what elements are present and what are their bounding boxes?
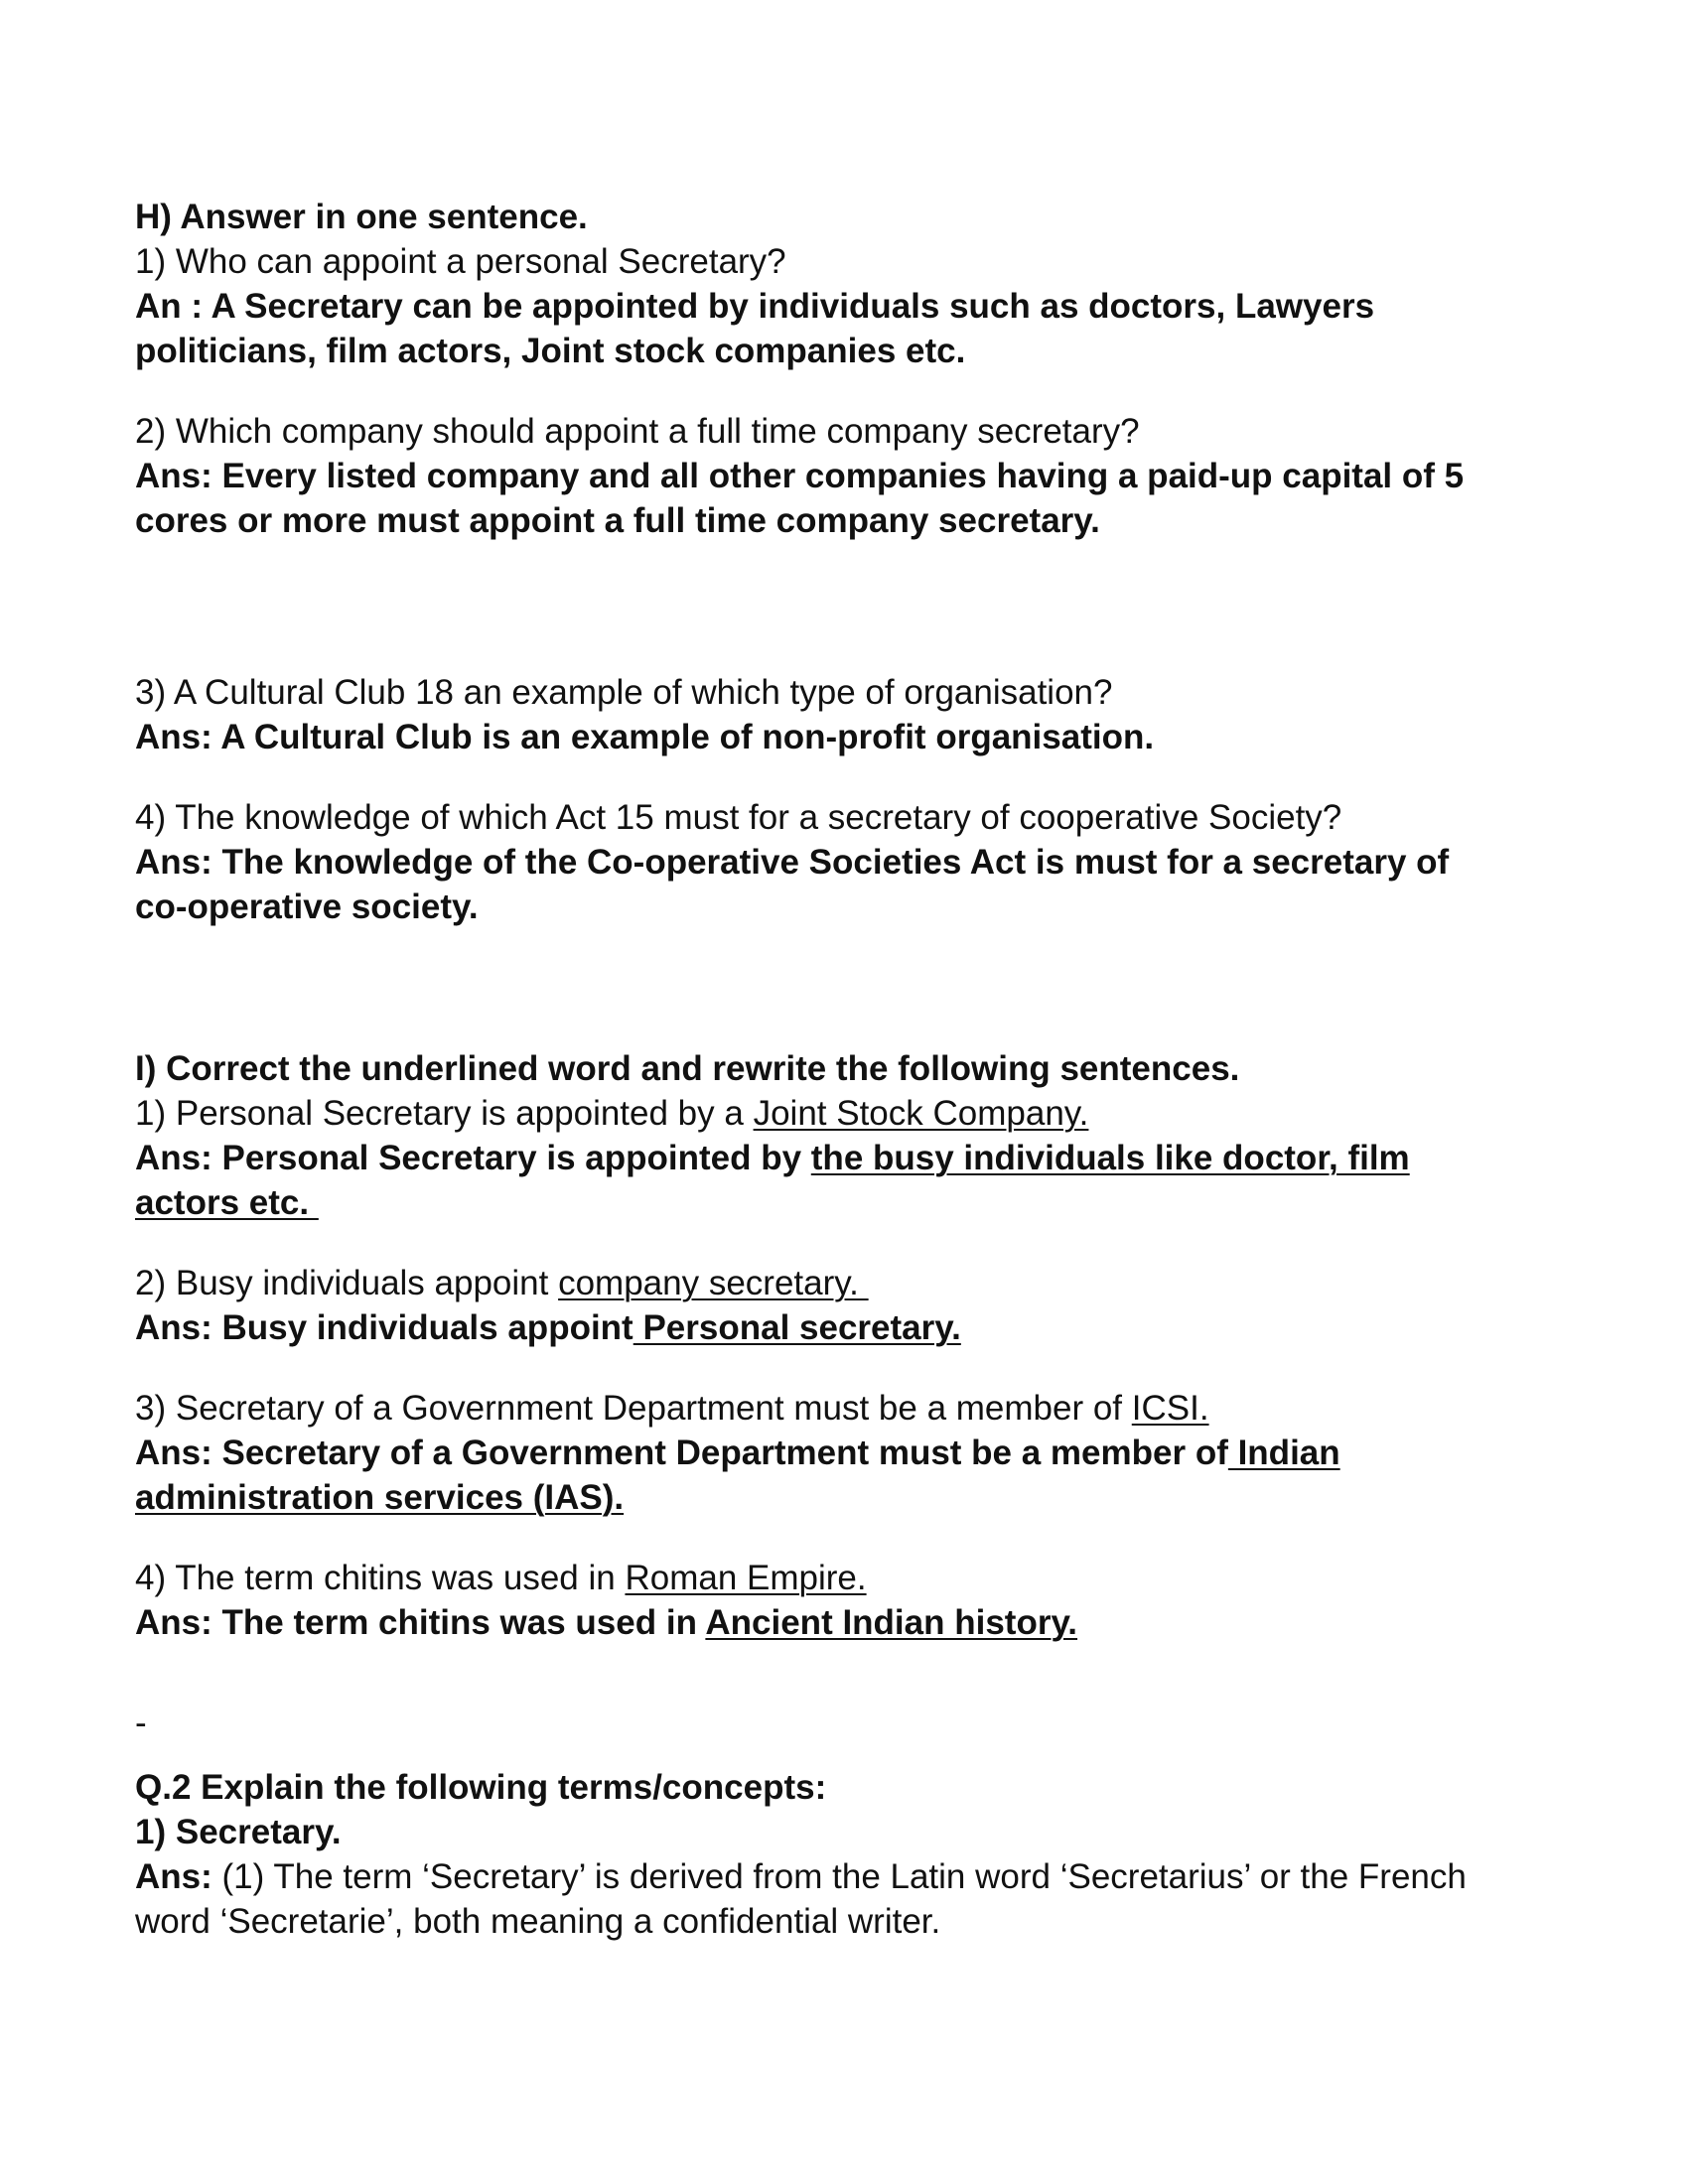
i-q2-answer-underlined: Personal secretary.	[633, 1308, 961, 1347]
h-q3-question: 3) A Cultural Club 18 an example of which type of organisation?	[135, 673, 1113, 712]
h-q4-answer-line1: Ans: The knowledge of the Co-operative Societies Act is must for a secretary of	[135, 843, 1450, 882]
i-q3-question-underlined: ICSI.	[1131, 1389, 1209, 1428]
document-page	[135, 195, 1565, 1944]
i-q1-question-prefix: 1) Personal Secretary is appointed by a	[135, 1094, 754, 1133]
h-q4-answer-line2: co-operative society.	[135, 887, 479, 926]
section-h-heading: H) Answer in one sentence.	[135, 198, 588, 236]
i-q3-answer-underlined-2: administration services (IAS).	[135, 1478, 625, 1517]
h-q2-question: 2) Which company should appoint a full time company secretary?	[135, 412, 1140, 451]
h-q1-question: 1) Who can appoint a personal Secretary?	[135, 242, 786, 281]
i-q4-question	[135, 1556, 1565, 1600]
i-q2-answer-prefix: Ans: Busy individuals appoint	[135, 1308, 633, 1347]
i-q3-question	[135, 1386, 1565, 1431]
i-q4-answer-prefix: Ans: The term chitins was used in	[135, 1603, 706, 1642]
section-i-heading: I) Correct the underlined word and rewrite the following sentences.	[135, 1049, 1240, 1088]
section-q2-heading: Q.2 Explain the following terms/concepts:	[135, 1768, 827, 1807]
i-q3-answer-prefix: Ans: Secretary of a Government Department must be a member of	[135, 1433, 1228, 1472]
i-q2-question-underlined: company secretary.	[558, 1264, 869, 1302]
i-q1-question	[135, 1091, 1565, 1136]
h-q1-answer-line2: politicians, film actors, Joint stock companies etc.	[135, 332, 966, 370]
i-q1-question-underlined: Joint Stock Company.	[753, 1094, 1089, 1133]
i-q1-answer-line1	[135, 1136, 1565, 1180]
i-q4-answer	[135, 1600, 1565, 1645]
q2-term1-title: 1) Secretary.	[135, 1813, 342, 1851]
i-q3-answer-underlined-1: Indian	[1227, 1433, 1340, 1472]
h-q2-answer-line2: cores or more must appoint a full time company secretary.	[135, 501, 1100, 540]
q2-term1-answer-line1	[135, 1854, 1565, 1899]
q2-term1-answer-label: Ans:	[135, 1857, 212, 1896]
h-q4-question: 4) The knowledge of which Act 15 must for a secretary of cooperative Society?	[135, 798, 1342, 837]
i-q2-answer	[135, 1305, 1565, 1350]
i-q1-answer-underlined-2: actors etc.	[135, 1183, 319, 1222]
i-q3-question-prefix: 3) Secretary of a Government Department must be a member of	[135, 1389, 1132, 1428]
i-q4-question-prefix: 4) The term chitins was used in	[135, 1559, 626, 1597]
h-q1-answer-line1: An : A Secretary can be appointed by individuals such as doctors, Lawyers	[135, 287, 1375, 326]
q2-term1-answer-line2: word ‘Secretarie’, both meaning a confidential writer.	[135, 1902, 941, 1941]
i-q1-answer-prefix: Ans: Personal Secretary is appointed by	[135, 1139, 811, 1177]
i-q3-answer-line1	[135, 1431, 1565, 1475]
i-q4-answer-underlined: Ancient Indian history.	[705, 1603, 1078, 1642]
i-q3-answer-line2	[135, 1475, 1565, 1520]
i-q1-answer-line2	[135, 1180, 1565, 1225]
h-q2-answer-line1: Ans: Every listed company and all other companies having a paid-up capital of 5	[135, 457, 1465, 495]
h-q3-answer-line1: Ans: A Cultural Club is an example of non-profit organisation.	[135, 718, 1155, 756]
i-q2-question	[135, 1261, 1565, 1305]
i-q4-question-underlined: Roman Empire.	[625, 1559, 867, 1597]
i-q2-question-prefix: 2) Busy individuals appoint	[135, 1264, 559, 1302]
q2-term1-answer-text-1: (1) The term ‘Secretary’ is derived from the Latin word ‘Secretarius’ or the French	[211, 1857, 1467, 1896]
stray-mark: -	[135, 1704, 147, 1742]
i-q1-answer-underlined-1: the busy individuals like doctor, film	[810, 1139, 1410, 1177]
